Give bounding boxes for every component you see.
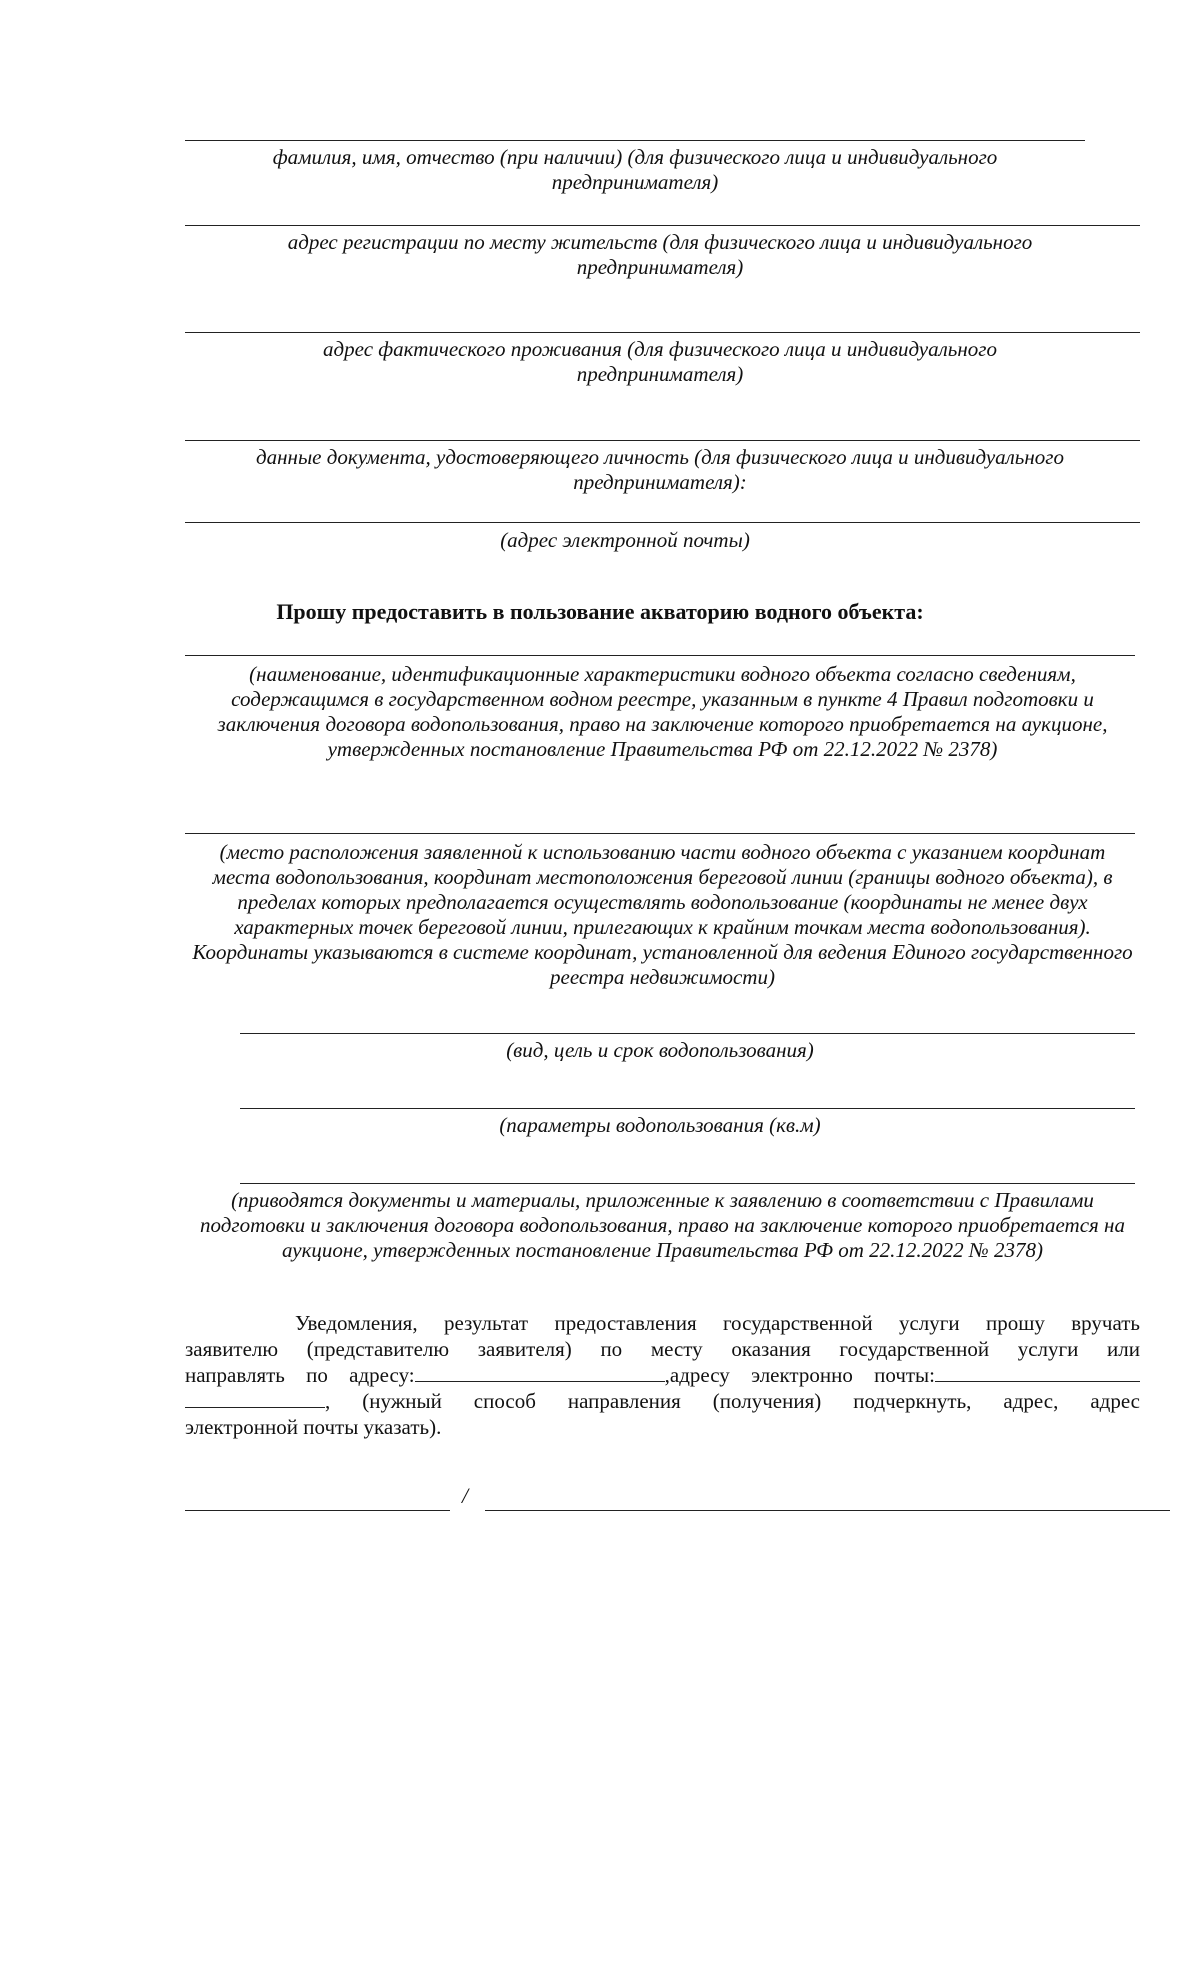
location-caption: (место расположения заявленной к использованию части водного объекта с указанием координат места водопользования, координат местоположения береговой линии (границы водного объекта), в пределах которых предполагается осуществлять водопользование (координаты не менее двух характерных точек береговой линии, прилегающих к крайним точкам места водопользования). Координаты указываются в системе координат, установленной для ведения Единого государственного реестра недвижимости): [192, 840, 1133, 989]
email-address-label: ,адресу электронно почты:: [664, 1363, 936, 1387]
actual-address-caption: адрес фактического проживания (для физического лица и индивидуального предпринимателя): [323, 337, 997, 386]
water-body-caption: (наименование, идентификационные характеристики водного объекта согласно сведениям, содержащимся в государственном водном реестре, указанным в пункте 4 Правил подготовки и заключения договора водопользования, право на заключение которого приобретается на аукционе, утвержденных постановление Правительства РФ от 22.12.2022 № 2378): [217, 662, 1108, 761]
full-name-line[interactable]: [185, 140, 1085, 141]
notification-paragraph: [185, 1310, 1140, 1440]
actual-address-line[interactable]: [185, 332, 1140, 333]
email-address-blank[interactable]: [935, 1363, 1140, 1382]
full-name-caption: фамилия, имя, отчество (при наличии) (для физического лица и индивидуального предпринимателя): [272, 145, 998, 194]
email-caption: (адрес электронной почты): [500, 528, 750, 552]
signature-separator: /: [462, 1483, 469, 1508]
registration-address-line[interactable]: [185, 225, 1140, 226]
notification-line-2: заявителю (представителю заявителя) по месту оказания государственной услуги или: [185, 1337, 1140, 1361]
email-line[interactable]: [185, 522, 1140, 523]
identity-document-caption: данные документа, удостоверяющего личность (для физического лица и индивидуального предпринимателя):: [256, 445, 1064, 494]
usage-type-line[interactable]: [240, 1033, 1135, 1034]
attachments-caption: (приводятся документы и материалы, приложенные к заявлению в соответствии с Правилами подготовки и заключения договора водопользования, право на заключение которого приобретается на аукционе, утвержденных постановление Правительства РФ от 22.12.2022 № 2378): [200, 1188, 1125, 1262]
notification-line-3: [185, 1362, 1140, 1388]
location-line[interactable]: [185, 833, 1135, 834]
email-address-continuation-blank[interactable]: [185, 1389, 325, 1408]
signature-name-line[interactable]: [485, 1510, 1170, 1511]
water-body-line[interactable]: [185, 655, 1135, 656]
attachments-line[interactable]: [240, 1183, 1135, 1184]
postal-address-blank[interactable]: [415, 1363, 665, 1382]
registration-address-caption: адрес регистрации по месту жительств (для физического лица и индивидуального предпринимателя): [287, 230, 1033, 279]
delivery-method-note: , (нужный способ направления (получения) подчеркнуть, адрес, адрес: [325, 1389, 1140, 1413]
notification-line-4: [185, 1388, 1140, 1414]
usage-params-caption: (параметры водопользования (кв.м): [499, 1113, 821, 1137]
signature-line[interactable]: [185, 1510, 450, 1511]
postal-address-label: направлять по адресу:: [185, 1363, 415, 1387]
notification-line-1: Уведомления, результат предоставления государственной услуги прошу вручать: [295, 1311, 1140, 1335]
notification-line-5: электронной почты указать).: [185, 1415, 442, 1439]
usage-params-line[interactable]: [240, 1108, 1135, 1109]
usage-type-caption: (вид, цель и срок водопользования): [506, 1038, 814, 1062]
request-heading: Прошу предоставить в пользование акваторию водного объекта:: [276, 599, 924, 624]
identity-document-line[interactable]: [185, 440, 1140, 441]
